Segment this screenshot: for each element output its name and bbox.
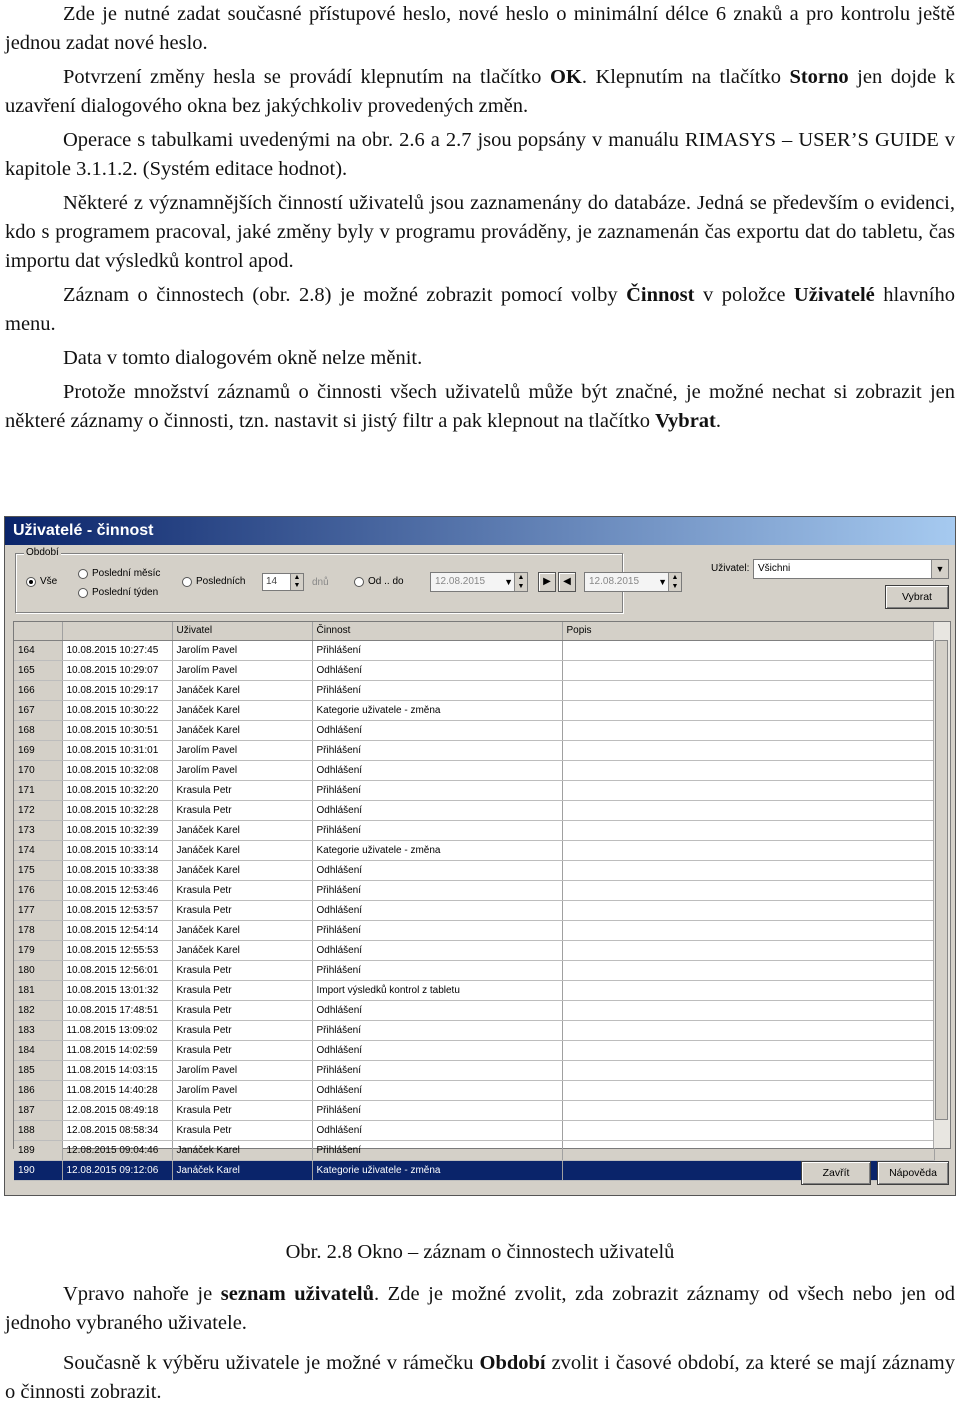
row-description (562, 841, 934, 861)
row-user: Jarolím Pavel (172, 741, 312, 761)
period-group (15, 547, 679, 613)
table-row[interactable] (14, 741, 934, 761)
row-index: 168 (14, 721, 62, 741)
row-index: 174 (14, 841, 62, 861)
row-index: 178 (14, 921, 62, 941)
row-description (562, 661, 934, 681)
row-description (562, 1061, 934, 1081)
row-index: 164 (14, 641, 62, 661)
table-row[interactable] (14, 1161, 934, 1181)
table-row[interactable] (14, 981, 934, 1001)
column-header-time[interactable] (62, 622, 172, 641)
row-description (562, 761, 934, 781)
row-user: Jarolím Pavel (172, 761, 312, 781)
help-button[interactable]: Nápověda (877, 1161, 949, 1185)
row-description (562, 681, 934, 701)
row-index: 175 (14, 861, 62, 881)
row-description (562, 981, 934, 1001)
row-time: 11.08.2015 13:09:02 (62, 1021, 172, 1041)
column-header-description[interactable]: Popis (562, 622, 934, 641)
row-user: Krasula Petr (172, 801, 312, 821)
row-index: 166 (14, 681, 62, 701)
row-description (562, 721, 934, 741)
radio-last-n-days[interactable]: Posledních (182, 576, 245, 588)
radio-dot-icon (78, 569, 88, 579)
row-time: 10.08.2015 10:32:08 (62, 761, 172, 781)
row-user: Krasula Petr (172, 901, 312, 921)
radio-dot-icon (78, 588, 88, 598)
row-activity: Odhlášení (312, 1041, 562, 1061)
row-user: Krasula Petr (172, 1041, 312, 1061)
table-row[interactable] (14, 1021, 934, 1041)
table-row[interactable] (14, 681, 934, 701)
date-from-field[interactable]: 12.08.2015 ▼ ▲ ▼ (430, 572, 528, 592)
row-description (562, 941, 934, 961)
row-description (562, 1081, 934, 1101)
table-row[interactable] (14, 1041, 934, 1061)
row-activity: Kategorie uživatele - změna (312, 1161, 562, 1181)
row-time: 12.08.2015 08:49:18 (62, 1101, 172, 1121)
row-activity: Přihlášení (312, 1061, 562, 1081)
row-index: 184 (14, 1041, 62, 1061)
dropdown-arrow-icon[interactable]: ▼ (504, 577, 513, 587)
paragraph-filter: Protože množství záznamů o činnosti všech uživatelů může být značné, je možné nechat si zobrazit jen některé záznamy o činnosti, tzn. nastavit si jistý filtr a pak klepnout na tlačítko Vybrat. (5, 381, 955, 432)
row-time: 12.08.2015 08:58:34 (62, 1121, 172, 1141)
select-button[interactable]: Vybrat (885, 585, 949, 609)
row-index: 180 (14, 961, 62, 981)
row-time: 10.08.2015 10:32:20 (62, 781, 172, 801)
row-activity: Odhlášení (312, 1081, 562, 1101)
row-user: Janáček Karel (172, 921, 312, 941)
close-button[interactable]: Zavřít (801, 1161, 871, 1185)
table-row[interactable] (14, 661, 934, 681)
table-row[interactable] (14, 1061, 934, 1081)
row-activity: Odhlášení (312, 941, 562, 961)
arrow-right-icon: ▶ (543, 576, 551, 587)
row-activity: Přihlášení (312, 821, 562, 841)
row-time: 10.08.2015 13:01:32 (62, 981, 172, 1001)
table-row[interactable] (14, 801, 934, 821)
table-row[interactable] (14, 861, 934, 881)
scroll-thumb[interactable] (935, 640, 948, 1120)
table-row[interactable] (14, 901, 934, 921)
row-activity: Přihlášení (312, 881, 562, 901)
window-title: Uživatelé - činnost (5, 517, 955, 545)
row-time: 10.08.2015 17:48:51 (62, 1001, 172, 1021)
row-user: Krasula Petr (172, 1001, 312, 1021)
row-user: Janáček Karel (172, 821, 312, 841)
spin-arrows-icon[interactable]: ▲ ▼ (514, 573, 527, 591)
row-index: 179 (14, 941, 62, 961)
row-activity: Přihlášení (312, 741, 562, 761)
arrow-left-icon: ◀ (563, 576, 571, 587)
column-header-activity[interactable]: Činnost (312, 622, 562, 641)
row-description (562, 1121, 934, 1141)
row-activity: Přihlášení (312, 681, 562, 701)
days-unit: dnů (312, 577, 329, 588)
row-index: 190 (14, 1161, 62, 1181)
row-activity: Odhlášení (312, 1001, 562, 1021)
row-activity: Odhlášení (312, 861, 562, 881)
paragraph-readonly: Data v tomto dialogovém okně nelze měnit. (63, 347, 423, 369)
row-time: 11.08.2015 14:02:59 (62, 1041, 172, 1061)
row-index: 187 (14, 1101, 62, 1121)
table-header-row (14, 622, 934, 641)
row-description (562, 921, 934, 941)
row-user: Krasula Petr (172, 881, 312, 901)
row-description (562, 881, 934, 901)
row-index: 172 (14, 801, 62, 821)
row-user: Jarolím Pavel (172, 1061, 312, 1081)
row-time: 10.08.2015 12:56:01 (62, 961, 172, 981)
row-activity: Přihlášení (312, 961, 562, 981)
vertical-scrollbar[interactable] (933, 622, 950, 1148)
row-index: 189 (14, 1141, 62, 1161)
column-header-user[interactable]: Uživatel (172, 622, 312, 641)
row-activity: Přihlášení (312, 1141, 562, 1161)
row-index: 188 (14, 1121, 62, 1141)
row-description (562, 801, 934, 821)
row-description (562, 781, 934, 801)
row-time: 10.08.2015 10:32:28 (62, 801, 172, 821)
row-time: 10.08.2015 10:32:39 (62, 821, 172, 841)
activity-window (4, 516, 956, 1196)
paragraph-activities: Některé z významnějších činností uživatelů jsou zaznamenány do databáze. Jedná se především o evidenci, kdo s programem pracoval, jaké změny byly v programu prováděny, je zaznamenán čas exportu dat do tabletu, čas importu dat výsledků kontrol apod. (5, 192, 955, 272)
row-user: Janáček Karel (172, 681, 312, 701)
radio-from-to[interactable]: Od .. do (354, 576, 404, 588)
row-description (562, 821, 934, 841)
row-description (562, 701, 934, 721)
row-user: Jarolím Pavel (172, 661, 312, 681)
row-time: 10.08.2015 10:33:38 (62, 861, 172, 881)
paragraph-password: Zde je nutné zadat současné přístupové heslo, nové heslo o minimální délce 6 znaků a pro kontrolu ještě jednou zadat nové heslo. (5, 3, 955, 54)
row-index: 165 (14, 661, 62, 681)
row-time: 10.08.2015 12:54:14 (62, 921, 172, 941)
row-description (562, 1141, 934, 1161)
row-user: Janáček Karel (172, 941, 312, 961)
row-activity: Přihlášení (312, 921, 562, 941)
row-index: 183 (14, 1021, 62, 1041)
table-row[interactable] (14, 1081, 934, 1101)
row-description (562, 741, 934, 761)
paragraph-record: Záznam o činnostech (obr. 2.8) je možné zobrazit pomocí volby Činnost v položce Uživatelé hlavního menu. (5, 284, 955, 335)
row-time: 10.08.2015 10:29:17 (62, 681, 172, 701)
table-row[interactable] (14, 881, 934, 901)
radio-last-month[interactable]: Poslední měsíc (78, 568, 160, 580)
row-index: 169 (14, 741, 62, 761)
days-stepper[interactable]: 14 ▲ ▼ (262, 573, 304, 591)
table-row[interactable] (14, 941, 934, 961)
date-to-field[interactable]: 12.08.2015 ▼ ▲ ▼ (584, 572, 682, 592)
table-row[interactable] (14, 1001, 934, 1021)
table-row[interactable] (14, 1121, 934, 1141)
radio-dot-icon (182, 577, 192, 587)
row-description (562, 1041, 934, 1061)
document-body-bottom (5, 1280, 955, 1407)
row-time: 10.08.2015 10:30:22 (62, 701, 172, 721)
row-time: 12.08.2015 09:12:06 (62, 1161, 172, 1181)
row-description (562, 901, 934, 921)
row-user: Janáček Karel (172, 1141, 312, 1161)
table-row[interactable] (14, 841, 934, 861)
row-activity: Odhlášení (312, 721, 562, 741)
radio-all[interactable]: Vše (26, 576, 57, 588)
paragraph-period: Současně k výběru uživatele je možné v rámečku Období zvolit i časové období, za které se mají záznamy o činnosti zobrazit. (5, 1352, 955, 1403)
row-index: 170 (14, 761, 62, 781)
row-user: Krasula Petr (172, 781, 312, 801)
row-index: 177 (14, 901, 62, 921)
period-legend: Období (26, 547, 59, 558)
dropdown-arrow-icon[interactable]: ▼ (658, 577, 667, 587)
row-index: 185 (14, 1061, 62, 1081)
row-activity: Odhlášení (312, 901, 562, 921)
row-user: Krasula Petr (172, 981, 312, 1001)
next-date-button[interactable] (538, 572, 556, 592)
row-activity: Import výsledků kontrol z tabletu (312, 981, 562, 1001)
row-user: Janáček Karel (172, 861, 312, 881)
row-user: Janáček Karel (172, 701, 312, 721)
document-body (5, 0, 955, 436)
table-row[interactable] (14, 961, 934, 981)
row-activity: Kategorie uživatele - změna (312, 841, 562, 861)
row-index: 167 (14, 701, 62, 721)
column-header-index[interactable] (14, 622, 62, 641)
row-user: Krasula Petr (172, 1121, 312, 1141)
row-user: Krasula Petr (172, 1101, 312, 1121)
row-time: 10.08.2015 10:30:51 (62, 721, 172, 741)
row-time: 10.08.2015 10:31:01 (62, 741, 172, 761)
row-time: 10.08.2015 10:33:14 (62, 841, 172, 861)
radio-dot-icon (354, 577, 364, 587)
figure-caption: Obr. 2.8 Okno – záznam o činnostech uživatelů (285, 1241, 675, 1263)
row-activity: Odhlášení (312, 761, 562, 781)
table-row[interactable] (14, 781, 934, 801)
row-index: 171 (14, 781, 62, 801)
table-row[interactable] (14, 721, 934, 741)
row-activity: Odhlášení (312, 1121, 562, 1141)
table-row[interactable] (14, 1101, 934, 1121)
row-time: 10.08.2015 12:53:57 (62, 901, 172, 921)
row-index: 176 (14, 881, 62, 901)
row-activity: Přihlášení (312, 641, 562, 661)
row-user: Jarolím Pavel (172, 641, 312, 661)
row-time: 10.08.2015 12:55:53 (62, 941, 172, 961)
radio-last-week[interactable]: Poslední týden (78, 587, 158, 599)
row-index: 186 (14, 1081, 62, 1101)
table-row[interactable] (14, 761, 934, 781)
paragraph-user-list: Vpravo nahoře je seznam uživatelů. Zde je možné zvolit, zda zobrazit záznamy od všech nebo jen od jednoho vybraného uživatele. (5, 1283, 955, 1334)
table-row[interactable] (14, 921, 934, 941)
row-user: Krasula Petr (172, 1021, 312, 1041)
table-row[interactable] (14, 701, 934, 721)
row-user: Jarolím Pavel (172, 1081, 312, 1101)
row-activity: Přihlášení (312, 1021, 562, 1041)
paragraph-confirm: Potvrzení změny hesla se provádí klepnutím na tlačítko OK. Klepnutím na tlačítko Storno jen dojde k uzavření dialogového okna bez jakýchkoliv provedených změn. (5, 66, 956, 117)
row-user: Krasula Petr (172, 961, 312, 981)
row-description (562, 1021, 934, 1041)
user-select[interactable]: Všichni ▼ (753, 559, 949, 579)
row-description (562, 961, 934, 981)
row-time: 12.08.2015 09:04:46 (62, 1141, 172, 1161)
radio-dot-icon (26, 577, 36, 587)
row-time: 10.08.2015 10:29:07 (62, 661, 172, 681)
row-index: 182 (14, 1001, 62, 1021)
row-time: 10.08.2015 12:53:46 (62, 881, 172, 901)
row-activity: Přihlášení (312, 781, 562, 801)
row-activity: Odhlášení (312, 801, 562, 821)
row-description (562, 641, 934, 661)
row-time: 10.08.2015 10:27:45 (62, 641, 172, 661)
table-row[interactable] (14, 1141, 934, 1161)
row-description (562, 1101, 934, 1121)
row-description (562, 861, 934, 881)
row-time: 11.08.2015 14:40:28 (62, 1081, 172, 1101)
row-description (562, 1001, 934, 1021)
paragraph-tables: Operace s tabulkami uvedenými na obr. 2.6 a 2.7 jsou popsány v manuálu RIMASYS – USER’S GUIDE v kapitole 3.1.1.2. (Systém editace hodnot). (5, 129, 955, 180)
row-activity: Přihlášení (312, 1101, 562, 1121)
row-index: 173 (14, 821, 62, 841)
table-row[interactable] (14, 821, 934, 841)
row-user: Janáček Karel (172, 841, 312, 861)
prev-date-button[interactable] (558, 572, 576, 592)
chevron-down-icon[interactable]: ▼ (931, 560, 948, 578)
spin-arrows-icon[interactable]: ▲ ▼ (290, 574, 303, 590)
row-user: Janáček Karel (172, 721, 312, 741)
table-row[interactable] (14, 641, 934, 661)
row-activity: Kategorie uživatele - změna (312, 701, 562, 721)
user-label: Uživatel: (711, 563, 750, 574)
row-index: 181 (14, 981, 62, 1001)
row-user: Janáček Karel (172, 1161, 312, 1181)
row-activity: Odhlášení (312, 661, 562, 681)
spin-arrows-icon[interactable]: ▲ ▼ (668, 573, 681, 591)
row-time: 11.08.2015 14:03:15 (62, 1061, 172, 1081)
